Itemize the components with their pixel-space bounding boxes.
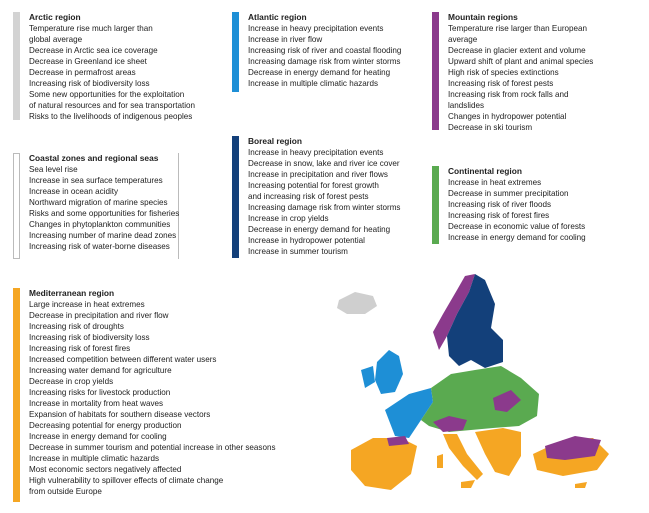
impact-item: Increase in crop yields <box>248 214 329 223</box>
mediterranean-region-title: Mediterranean region <box>29 288 115 298</box>
map-boreal <box>447 274 503 368</box>
impact-item: Risks to the livelihoods of indigenous peoples <box>29 112 193 121</box>
map-iceland <box>337 292 377 314</box>
map-cyprus <box>575 482 587 488</box>
map-ireland <box>361 366 375 388</box>
impact-item: Increasing risk of forest fires <box>448 211 550 220</box>
continental-region-list <box>448 177 586 243</box>
impact-item: Decrease in energy demand for heating <box>248 225 391 234</box>
mountain-region-title: Mountain regions <box>448 12 518 22</box>
impact-item: Increase in mortality from heat waves <box>29 399 164 408</box>
impact-item: Increase in precipitation and river flows <box>248 170 388 179</box>
impact-item: Increasing damage risk from winter storms <box>248 203 401 212</box>
impact-item: Northward migration of marine species <box>29 198 168 207</box>
impact-item: Decrease in Arctic sea ice coverage <box>29 46 158 55</box>
impact-item: Increasing risk of river and coastal flooding <box>248 46 402 55</box>
impact-item: Large increase in heat extremes <box>29 300 145 309</box>
impact-item: Increasing number of marine dead zones <box>29 231 177 240</box>
impact-item: from outside Europe <box>29 487 102 496</box>
impact-item: Decrease in precipitation and river flow <box>29 311 169 320</box>
map-sardinia <box>437 454 443 468</box>
coastal-region-block <box>13 153 179 259</box>
impact-item: Increase in ocean acidity <box>29 187 119 196</box>
europe-climate-region-map <box>325 270 625 510</box>
impact-item: Increasing risk of biodiversity loss <box>29 79 150 88</box>
impact-item: Increase in energy demand for cooling <box>29 432 167 441</box>
mediterranean-region-list <box>29 299 276 497</box>
impact-item: Increase in summer tourism <box>248 247 348 256</box>
boreal-region-list <box>248 147 400 257</box>
impact-item: Increase in heat extremes <box>448 178 542 187</box>
impact-item: High vulnerability to spillover effects of climate change <box>29 476 224 485</box>
impact-item: Decrease in economic value of forests <box>448 222 586 231</box>
impact-item: Decrease in crop yields <box>29 377 114 386</box>
impact-item: Increase in heavy precipitation events <box>248 24 384 33</box>
coastal-region-title: Coastal zones and regional seas <box>29 153 159 163</box>
impact-item: Sea level rise <box>29 165 78 174</box>
impact-item: and increasing risk of forest pests <box>248 192 369 201</box>
impact-item: Decrease in summer precipitation <box>448 189 569 198</box>
atlantic-region-list <box>248 23 401 89</box>
mediterranean-region-block <box>13 288 276 502</box>
impact-item: Increase in multiple climatic hazards <box>248 79 379 88</box>
impact-item: Increase in sea surface temperatures <box>29 176 163 185</box>
impact-item: Increasing risk of droughts <box>29 322 124 331</box>
impact-item: Decrease in snow, lake and river ice cover <box>248 159 400 168</box>
atlantic-region-block <box>232 12 401 92</box>
impact-item: Increase in heavy precipitation events <box>248 148 384 157</box>
impact-item: Upward shift of plant and animal species <box>448 57 594 66</box>
mountain-region-list <box>448 23 593 133</box>
map-sicily <box>461 480 475 488</box>
impact-item: Increasing water demand for agriculture <box>29 366 172 375</box>
mountain-region-block <box>432 12 593 130</box>
map-british-isles <box>375 350 403 394</box>
impact-item: Decrease in ski tourism <box>448 123 533 132</box>
atlantic-region-title: Atlantic region <box>248 12 307 22</box>
impact-item: Risks and some opportunities for fisheries <box>29 209 180 218</box>
impact-item: Expansion of habitats for southern disease vectors <box>29 410 211 419</box>
impact-item: Most economic sectors negatively affected <box>29 465 182 474</box>
impact-item: Decrease in Greenland ice sheet <box>29 57 147 66</box>
arctic-region-title: Arctic region <box>29 12 81 22</box>
impact-item: Increasing risk of river floods <box>448 200 552 209</box>
impact-item: Changes in hydropower potential <box>448 112 567 121</box>
impact-item: Increased competition between different water users <box>29 355 217 364</box>
impact-item: High risk of species extinctions <box>448 68 559 77</box>
impact-item: Increase in multiple climatic hazards <box>29 454 160 463</box>
impact-item: of natural resources and for sea transportation <box>29 101 196 110</box>
impact-item: Increasing risk of forest fires <box>29 344 131 353</box>
impact-item: Decrease in energy demand for heating <box>248 68 391 77</box>
impact-item: Increase in energy demand for cooling <box>448 233 586 242</box>
impact-item: Increasing risk from rock falls and <box>448 90 569 99</box>
impact-item: Changes in phytoplankton communities <box>29 220 171 229</box>
impact-item: Decrease in summer tourism and potential increase in other seasons <box>29 443 276 452</box>
impact-item: Increasing risks for livestock production <box>29 388 171 397</box>
impact-item: Increase in hydropower potential <box>248 236 365 245</box>
continental-region-block <box>432 166 586 244</box>
impact-item: Decrease in glacier extent and volume <box>448 46 586 55</box>
impact-item: landslides <box>448 101 484 110</box>
map-iberia <box>351 438 417 490</box>
impact-item: Decrease in permafrost areas <box>29 68 136 77</box>
impact-item: average <box>448 35 478 44</box>
impact-item: Increasing risk of forest pests <box>448 79 554 88</box>
impact-item: Some new opportunities for the exploitation <box>29 90 185 99</box>
impact-item: Temperature rise much larger than <box>29 24 153 33</box>
impact-item: Increasing potential for forest growth <box>248 181 379 190</box>
impact-item: Increase in river flow <box>248 35 323 44</box>
map-balkans <box>475 428 521 476</box>
map-italy <box>443 434 483 480</box>
impact-item: Temperature rise larger than European <box>448 24 588 33</box>
continental-region-title: Continental region <box>448 166 522 176</box>
impact-item: global average <box>29 35 83 44</box>
coastal-region-list <box>29 164 179 252</box>
impact-item: Decreasing potential for energy production <box>29 421 182 430</box>
boreal-region-title: Boreal region <box>248 136 302 146</box>
impact-item: Increasing risk of water-borne diseases <box>29 242 170 251</box>
impact-item: Increasing damage risk from winter storms <box>248 57 401 66</box>
impact-item: Increasing risk of biodiversity loss <box>29 333 150 342</box>
arctic-region-list <box>29 23 195 122</box>
boreal-region-block <box>232 136 400 258</box>
arctic-region-block <box>13 12 195 120</box>
